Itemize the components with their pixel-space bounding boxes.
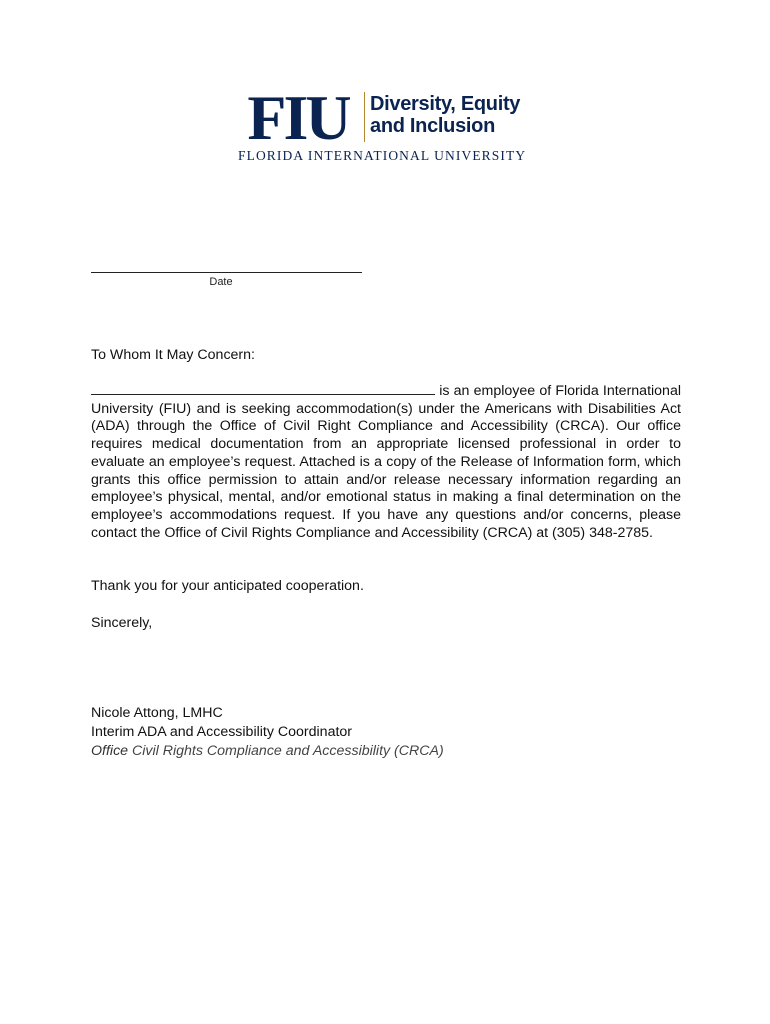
logo-divider [364,92,365,142]
date-signature-line [91,272,362,273]
logo-title-line2: and Inclusion [370,115,495,137]
letter-thanks: Thank you for your anticipated cooperation. [91,578,364,594]
letter-greeting: To Whom It May Concern: [91,347,255,363]
signatory-title: Interim ADA and Accessibility Coordinator [91,724,353,740]
signatory-name: Nicole Attong, LMHC [91,705,223,721]
letter-closing: Sincerely, [91,615,153,631]
fiu-dei-logo [238,90,530,166]
letter-body-text: is an employee of Florida International University (FIU) and is seeking accommodation(s) under the Americans with Disabilities Act (ADA) through the Office of Civil Right Compliance and Accessibility (CRCA). Our office requires medical documentation from an appropriate licensed professional in order to evaluate an employee’s request. Attached is a copy of the Release of Information form, which grants this office permission to attain and/or release necessary information regarding an employee’s physical, mental, and/or emotional status in making a final determination on the employee’s accommodations request. If you have any questions and/or concerns, please contact the Office of Civil Rights Compliance and Accessibility (CRCA) at (305) 348-2785. [91,383,681,541]
office-word: Office [91,743,129,759]
letter-body [91,382,681,542]
logo-subtitle: FLORIDA INTERNATIONAL UNIVERSITY [238,148,527,163]
employee-name-blank [91,382,435,395]
signature-block [91,704,681,761]
date-label: Date [209,276,233,288]
logo-title-line1: Diversity, Equity [370,93,521,115]
logo-title [370,93,540,137]
office-name: Civil Rights Compliance and Accessibility (CRCA) [128,743,444,759]
signatory-office [91,742,681,761]
fiu-mark-text: FIU [247,90,349,148]
fiu-logo-mark [240,90,356,148]
